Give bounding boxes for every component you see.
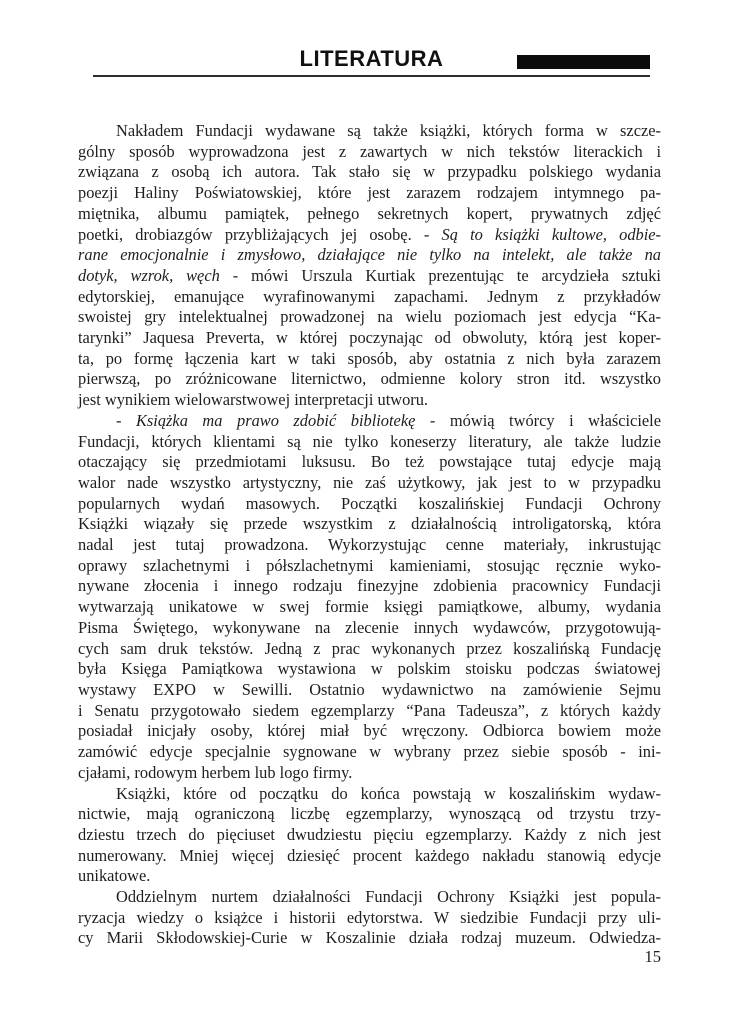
- text-segment: edytorskiej, emanujące wyrafinowanymi zapachami. Jednym z przykładów: [78, 286, 661, 306]
- text-segment: ryzacja wiedzy o książce i historii edytorstwa. W siedzibie Fundacji przy uli-: [78, 907, 661, 927]
- text-line: [78, 804, 661, 825]
- text-segment: oprawy szlachetnymi i półszlachetnymi kamieniami, stosując ręcznie wyko-: [78, 555, 661, 575]
- page-content: [78, 121, 661, 949]
- text-line: [78, 721, 661, 742]
- text-line: [78, 763, 661, 784]
- text-segment: Nakładem Fundacji wydawane są także książki, których forma w szcze-: [116, 121, 661, 140]
- text-segment: tarynki” Jaquesa Preverta, w której poczynając od obwoluty, którą jest koper-: [78, 328, 661, 348]
- text-line: [78, 928, 661, 949]
- page-number: 15: [644, 947, 661, 966]
- text-line: [78, 287, 661, 308]
- header-rule: [93, 75, 650, 77]
- text-line: [78, 307, 661, 328]
- text-line: [78, 225, 661, 246]
- text-line: [78, 266, 661, 287]
- text-segment: i Senatu przygotowało siedem egzemplarzy “Pana Tadeusza”, z których każdy: [78, 700, 661, 720]
- text-line: [78, 142, 661, 163]
- text-line: [78, 659, 661, 680]
- text-line: [78, 680, 661, 701]
- text-segment: nictwie, mają ograniczoną liczbę egzemplarzy, wynoszącą od trzystu trzy-: [78, 804, 661, 824]
- text-segment: jest wynikiem wielowarstwowej interpretacji utworu.: [78, 390, 429, 410]
- text-line: [78, 846, 661, 867]
- text-line: [78, 204, 661, 225]
- text-segment: ta, po formę łączenia kart w taki sposób, aby ostatnia z nich była zarazem: [78, 348, 661, 368]
- text-segment: dziestu trzech do pięciuset dwudziestu pięciu egzemplarzy. Każdy z nich jest: [78, 824, 661, 844]
- text-segment: wystawy EXPO w Sewilli. Ostatnio wydawnictwo na zamówienie Sejmu: [78, 679, 661, 699]
- text-segment: poezji Haliny Poświatowskiej, które jest zarazem rodzajem intymnego pa-: [78, 183, 661, 203]
- text-line: [78, 162, 661, 183]
- text-segment: związana z osobą ich autora. Tak stało się w przypadku polskiego wydania: [78, 162, 661, 182]
- text-segment: Fundacji, których klientami są nie tylko koneserzy literatury, ale także ludzie: [78, 431, 661, 451]
- text-line: [78, 866, 661, 887]
- text-line: [78, 576, 661, 597]
- italic-text-segment: rane emocjonalnie i zmysłowo, działające nie tylko na intelekt, ale także na: [78, 245, 661, 265]
- text-segment: wytwarzają unikatowe w swej formie księgi pamiątkowe, albumy, wydania: [78, 597, 661, 617]
- text-line: [78, 390, 661, 411]
- text-segment: Książki wiązały się przede wszystkim z działalnością introligatorską, która: [78, 514, 661, 534]
- text-line: [78, 369, 661, 390]
- text-line: [78, 825, 661, 846]
- text-segment: Książki, które od początku do końca powstają w koszalińskim wydaw-: [116, 783, 661, 803]
- text-line: [78, 494, 661, 515]
- text-segment: - mówią twórcy i właściciele: [415, 410, 661, 430]
- text-segment: Oddzielnym nurtem działalności Fundacji Ochrony Książki jest popula-: [116, 887, 661, 907]
- text-segment: swoistej gry intelektualnej prowadzonej na wielu poziomach jest edycja “Ka-: [78, 307, 661, 327]
- text-segment: cych sam druk tekstów. Jedną z prac wykonanych przez koszalińską Fundację: [78, 638, 661, 658]
- italic-text-segment: Są to książki kultowe, odbie-: [441, 224, 662, 244]
- text-segment: poetki, drobiazgów przybliżających jej osobę. -: [78, 224, 442, 244]
- italic-text-segment: dotyk, wzrok, węch: [78, 265, 220, 285]
- text-segment: nadal jest tutaj prowadzona. Wykorzystując cenne materiały, inkrustując: [78, 535, 661, 555]
- text-line: [78, 245, 661, 266]
- page-header-title: LITERATURA: [299, 46, 444, 71]
- italic-text-segment: - Książka ma prawo zdobić bibliotekę: [116, 410, 416, 430]
- text-segment: cy Marii Skłodowskiej-Curie w Koszalinie działa rodzaj muzeum. Odwiedza-: [78, 928, 661, 948]
- header-black-bar: [517, 55, 650, 69]
- text-segment: Pisma Świętego, wykonywane na zlecenie innych wydawców, przygotowują-: [78, 617, 661, 637]
- text-segment: numerowany. Mniej więcej dziesięć procent każdego nakładu stanowią edycje: [78, 845, 661, 865]
- text-line: [78, 473, 661, 494]
- text-line: [78, 618, 661, 639]
- text-segment: - mówi Urszula Kurtiak prezentując te arcydzieła sztuki: [219, 265, 661, 285]
- text-segment: walor nade wszystko artystyczny, nie zaś użytkowy, jak jest to w przypadku: [78, 472, 661, 492]
- text-line: [78, 183, 661, 204]
- text-line: [78, 701, 661, 722]
- text-segment: była Księga Pamiątkowa wystawiona w polskim stoisku podczas światowej: [78, 659, 661, 679]
- paragraph: [78, 887, 661, 949]
- text-line: [78, 639, 661, 660]
- text-line: [78, 121, 661, 142]
- text-line: [78, 349, 661, 370]
- text-line: [78, 411, 661, 432]
- text-line: [78, 742, 661, 763]
- paragraph: [78, 121, 661, 411]
- text-line: [78, 908, 661, 929]
- text-segment: nywane złocenia i innego rodzaju finezyjne zdobienia pracownicy Fundacji: [78, 576, 661, 596]
- text-segment: pierwszą, po zróżnicowane liternictwo, odmienne kolory stron itd. wszystko: [78, 369, 661, 389]
- text-line: [78, 328, 661, 349]
- text-line: [78, 597, 661, 618]
- text-segment: popularnych wydań masowych. Początki koszalińskiej Fundacji Ochrony: [78, 493, 661, 513]
- paragraph: [78, 411, 661, 784]
- text-line: [78, 556, 661, 577]
- text-segment: zamówić edycje specjalnie sygnowane w wybrany przez siebie sposób - ini-: [78, 742, 661, 762]
- text-segment: otaczający się przedmiotami luksusu. Bo też powstające tutaj edycje mają: [78, 452, 661, 472]
- text-segment: miętnika, albumu pamiątek, pełnego sekretnych kopert, prywatnych zdjęć: [78, 203, 661, 223]
- text-line: [78, 784, 661, 805]
- text-line: [78, 452, 661, 473]
- text-line: [78, 432, 661, 453]
- text-line: [78, 887, 661, 908]
- text-segment: cjałami, rodowym herbem lub logo firmy.: [78, 762, 353, 782]
- paragraph: [78, 784, 661, 888]
- text-line: [78, 535, 661, 556]
- text-segment: gólny sposób wyprowadzona jest z zawartych w nich tekstów literackich i: [78, 141, 661, 161]
- text-segment: posiadał inicjały osoby, której miał być wręczony. Odbiorca bowiem może: [78, 721, 661, 741]
- text-segment: unikatowe.: [78, 866, 151, 886]
- text-line: [78, 514, 661, 535]
